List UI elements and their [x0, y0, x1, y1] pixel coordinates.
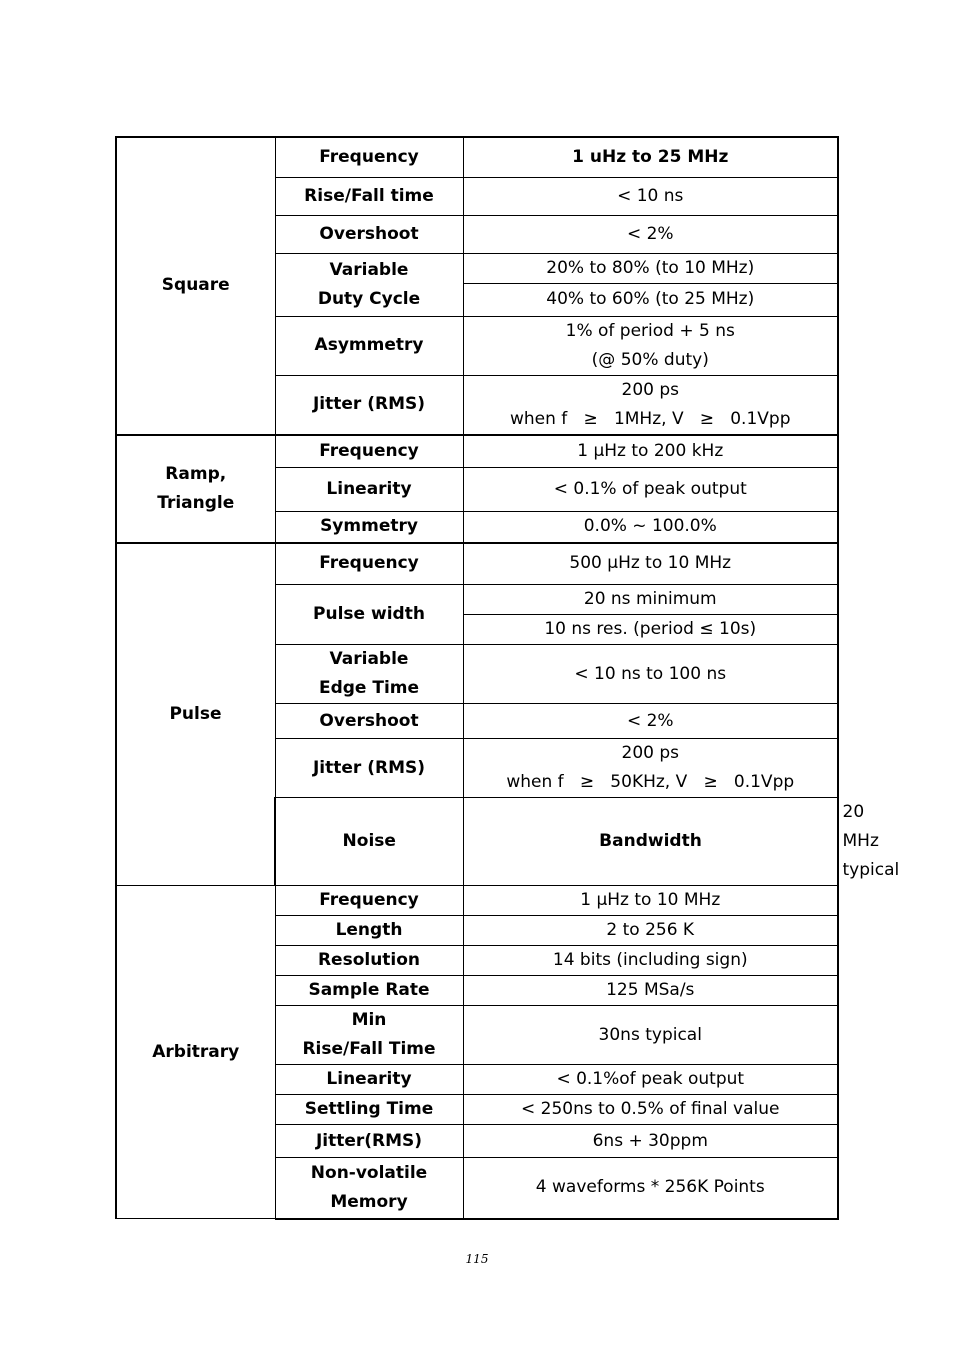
param-square-rise-fall: Rise/Fall time — [275, 177, 463, 215]
arb-rise-label-line-1: Min — [351, 1010, 387, 1030]
value-pulse-width-2: 10 ns res. (period ≤ 10s) — [463, 615, 838, 645]
param-arb-jitter: Jitter(RMS) — [275, 1125, 463, 1158]
value-pulse-edge-time: < 10 ns to 100 ns — [463, 645, 838, 704]
value-arb-linearity: < 0.1%of peak output — [463, 1065, 838, 1095]
value-square-jitter — [463, 375, 838, 435]
param-ramp-linearity: Linearity — [275, 468, 463, 512]
value-square-asymmetry — [463, 316, 838, 375]
param-arb-rise-fall — [275, 1006, 463, 1065]
value-pulse-width-1: 20 ns minimum — [463, 585, 838, 615]
page-number: 115 — [465, 1252, 489, 1266]
category-ramp-triangle — [116, 435, 275, 543]
value-ramp-linearity: < 0.1% of peak output — [463, 468, 838, 512]
arb-mem-label-line-1: Non-volatile — [310, 1162, 428, 1183]
ramp-label-line-1: Ramp, — [165, 463, 227, 484]
value-arb-settling-time: < 250ns to 0.5% of final value — [463, 1095, 838, 1125]
param-square-asymmetry: Asymmetry — [275, 316, 463, 375]
param-arb-resolution: Resolution — [275, 946, 463, 976]
arb-rise-label-line-2: Rise/Fall Time — [302, 1039, 436, 1059]
edge-label-line-2: Edge Time — [318, 678, 420, 698]
value-arb-frequency: 1 μHz to 10 MHz — [463, 886, 838, 916]
param-pulse-frequency: Frequency — [275, 543, 463, 585]
param-ramp-symmetry: Symmetry — [275, 512, 463, 543]
duty-label-line-1: Variable — [329, 259, 409, 280]
param-pulse-edge-time — [275, 645, 463, 704]
value-ramp-symmetry: 0.0% ~ 100.0% — [463, 512, 838, 543]
category-noise: Noise — [275, 798, 463, 886]
value-arb-jitter: 6ns + 30ppm — [463, 1125, 838, 1158]
param-arb-sample-rate: Sample Rate — [275, 976, 463, 1006]
edge-label-line-1: Variable — [329, 649, 409, 669]
value-pulse-overshoot: < 2% — [463, 704, 838, 739]
spec-table: Square Frequency 1 uHz to 25 MHz Rise/Fall time < 10 ns Overshoot < 2% Variable Duty Cycle 20% to 80% (to 10 MHz) 40% to 60% (to 25 MHz) Asymmetry 1% of period + 5 ns (@ 50% duty) Jitter (RMS) 200 ps when f ≥ 1MHz, V ≥ 0.1Vpp Ramp, Triangle Frequency 1 μHz to 200 kHz Linearity < 0.1% of peak output Symmetry 0.0% ~ 100.0% Pulse Frequency 500 μHz to 10 MHz Pulse width 20 ns minimum 10 ns res. (period ≤ 10s) Variable Edge Time < 10 ns to 100 ns Overshoot < 2% Jitter (RMS) 200 ps when f ≥ 50KHz, V ≥ 0.1Vpp Noise Bandwidth 20 MHz typical Arbitrary Frequency 1 μHz to 10 MHz Length 2 to 256 K Resolution 14 bits (including sign) Sample Rate 125 MSa/s Min Rise/Fall Time 30ns typical Linearity < 0.1%of peak output Settling Time < 250ns to 0.5% of final value Jitter(RMS) 6ns + 30ppm Non-volatile Memory 4 waveforms * 256K Points — [115, 136, 839, 1220]
param-noise-bandwidth: Bandwidth — [463, 798, 838, 886]
param-arb-settling-time: Settling Time — [275, 1095, 463, 1125]
param-arb-length: Length — [275, 916, 463, 946]
value-ramp-frequency: 1 μHz to 200 kHz — [463, 435, 838, 468]
param-square-frequency: Frequency — [275, 137, 463, 177]
square-jitter-line-1: 200 ps — [621, 379, 679, 400]
category-pulse: Pulse — [116, 543, 275, 886]
value-pulse-frequency: 500 μHz to 10 MHz — [463, 543, 838, 585]
param-pulse-overshoot: Overshoot — [275, 704, 463, 739]
param-ramp-frequency: Frequency — [275, 435, 463, 468]
param-pulse-width: Pulse width — [275, 585, 463, 645]
value-arb-sample-rate: 125 MSa/s — [463, 976, 838, 1006]
value-square-duty-1: 20% to 80% (to 10 MHz) — [463, 253, 838, 283]
param-arb-memory — [275, 1158, 463, 1219]
param-arb-frequency: Frequency — [275, 886, 463, 916]
pulse-jitter-line-2: when f ≥ 50KHz, V ≥ 0.1Vpp — [506, 772, 795, 792]
asymmetry-line-1: 1% of period + 5 ns — [565, 320, 735, 341]
param-square-jitter: Jitter (RMS) — [275, 375, 463, 435]
param-square-duty-cycle — [275, 253, 463, 316]
square-jitter-line-2: when f ≥ 1MHz, V ≥ 0.1Vpp — [509, 408, 791, 429]
value-pulse-jitter — [463, 739, 838, 798]
asymmetry-line-2: (@ 50% duty) — [591, 349, 709, 370]
value-square-rise-fall: < 10 ns — [463, 177, 838, 215]
pulse-jitter-line-1: 200 ps — [621, 743, 679, 763]
value-square-overshoot: < 2% — [463, 215, 838, 253]
value-square-frequency: 1 uHz to 25 MHz — [463, 137, 838, 177]
value-arb-rise-fall: 30ns typical — [463, 1006, 838, 1065]
category-square: Square — [116, 137, 275, 435]
duty-label-line-2: Duty Cycle — [317, 288, 421, 309]
value-arb-resolution: 14 bits (including sign) — [463, 946, 838, 976]
ramp-label-line-2: Triangle — [157, 492, 235, 513]
value-square-duty-2: 40% to 60% (to 25 MHz) — [463, 283, 838, 316]
value-arb-length: 2 to 256 K — [463, 916, 838, 946]
param-pulse-jitter: Jitter (RMS) — [275, 739, 463, 798]
category-arbitrary: Arbitrary — [116, 886, 275, 1219]
param-arb-linearity: Linearity — [275, 1065, 463, 1095]
arb-mem-label-line-2: Memory — [330, 1191, 408, 1212]
param-square-overshoot: Overshoot — [275, 215, 463, 253]
value-arb-memory: 4 waveforms * 256K Points — [463, 1158, 838, 1219]
